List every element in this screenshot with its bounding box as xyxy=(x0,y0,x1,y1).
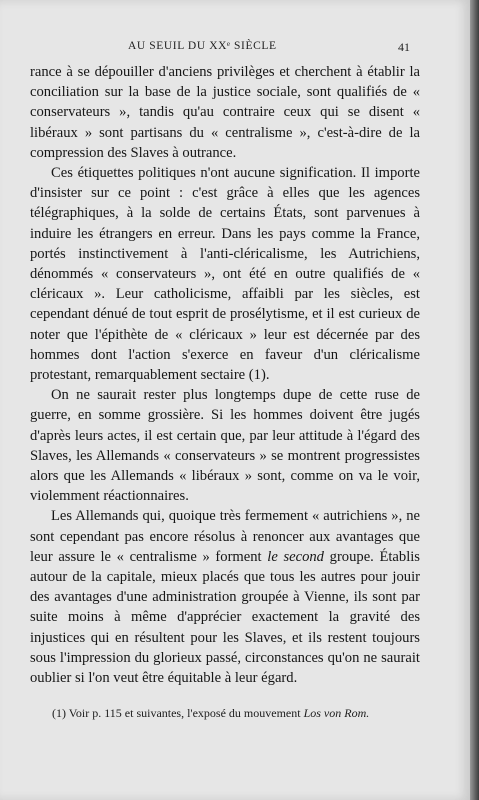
paragraph-second-groupe xyxy=(30,506,420,688)
footnote-italic: Los von Rom. xyxy=(303,706,370,720)
paragraph-ruse-de-guerre: On ne saurait rester plus longtemps dupe de cette ruse de guerre, en somme grossière. Si les hommes doivent être jugés d'après leurs actes, il est certain que, par leur attitude à l'égard des Slaves, les Allemands « conservateurs » se montrent progressistes alors que les Allemands « libéraux » sont, comme on va le voir, violemment réactionnaires. xyxy=(30,387,420,505)
body-text xyxy=(30,62,420,688)
page-edge-shadow xyxy=(470,0,479,800)
running-head: AU SEUIL DU XXᵉ SIÈCLE xyxy=(128,40,277,52)
page-number: 41 xyxy=(398,40,410,54)
italic-phrase: le second xyxy=(267,548,324,565)
paragraph-etiquettes: Ces étiquettes politiques n'ont aucune signification. Il importe d'insister sur ce point : c'est grâce à elles que les agences télégraphiques, à la solde de certains États, sont parvenues à induire les étrangers en erreur. Dans les pays comme la France, portés instinctivement à l'anti-cléricalisme, les Autrichiens, dénommés « conservateurs », ont été en outre qualifiés de « cléricaux ». Leur catholicisme, affaibli par les siècles, est cependant dénué de tout esprit de prosélytisme, et il est curieux de noter que l'épithète de « cléricaux » leur est décernée par des hommes dont l'action s'exerce en faveur d'un cléricalisme protestant, remarquablement sectaire (1). xyxy=(30,165,420,384)
footnote-text: (1) Voir p. 115 et suivantes, l'exposé du mouvement xyxy=(52,706,301,720)
paragraph-text-end: groupe. Établis autour de la capitale, mieux placés que tous les autres pour jouir des avantages d'une administration groupée à Vienne, ils sont par suite moins à même d'apprécier exactement la gravité des injustices qui en résultent pour les Slaves, et ils restent toujours sous l'impression du glorieux passé, circonstances qu'on ne saurait oublier si l'on veut être équitable à leur égard. xyxy=(30,548,420,687)
paragraph-continued: rance à se dépouiller d'anciens privilèges et cherchent à établir la conciliation sur la base de la justice sociale, sont qualifiés de « conservateurs », tandis qu'au contraire ceux qui se disent « libéraux » sont partisans du « centralisme », c'est-à-dire de la compression des Slaves à outrance. xyxy=(30,64,420,161)
paragraph-text-start: Les Allemands qui, quoique très fermement « autrichiens », ne sont cependant pas encore résolus à renoncer aux avantages que leur assure le « centralisme » forment xyxy=(30,508,420,565)
page-header xyxy=(0,40,470,56)
footnote xyxy=(52,706,432,721)
